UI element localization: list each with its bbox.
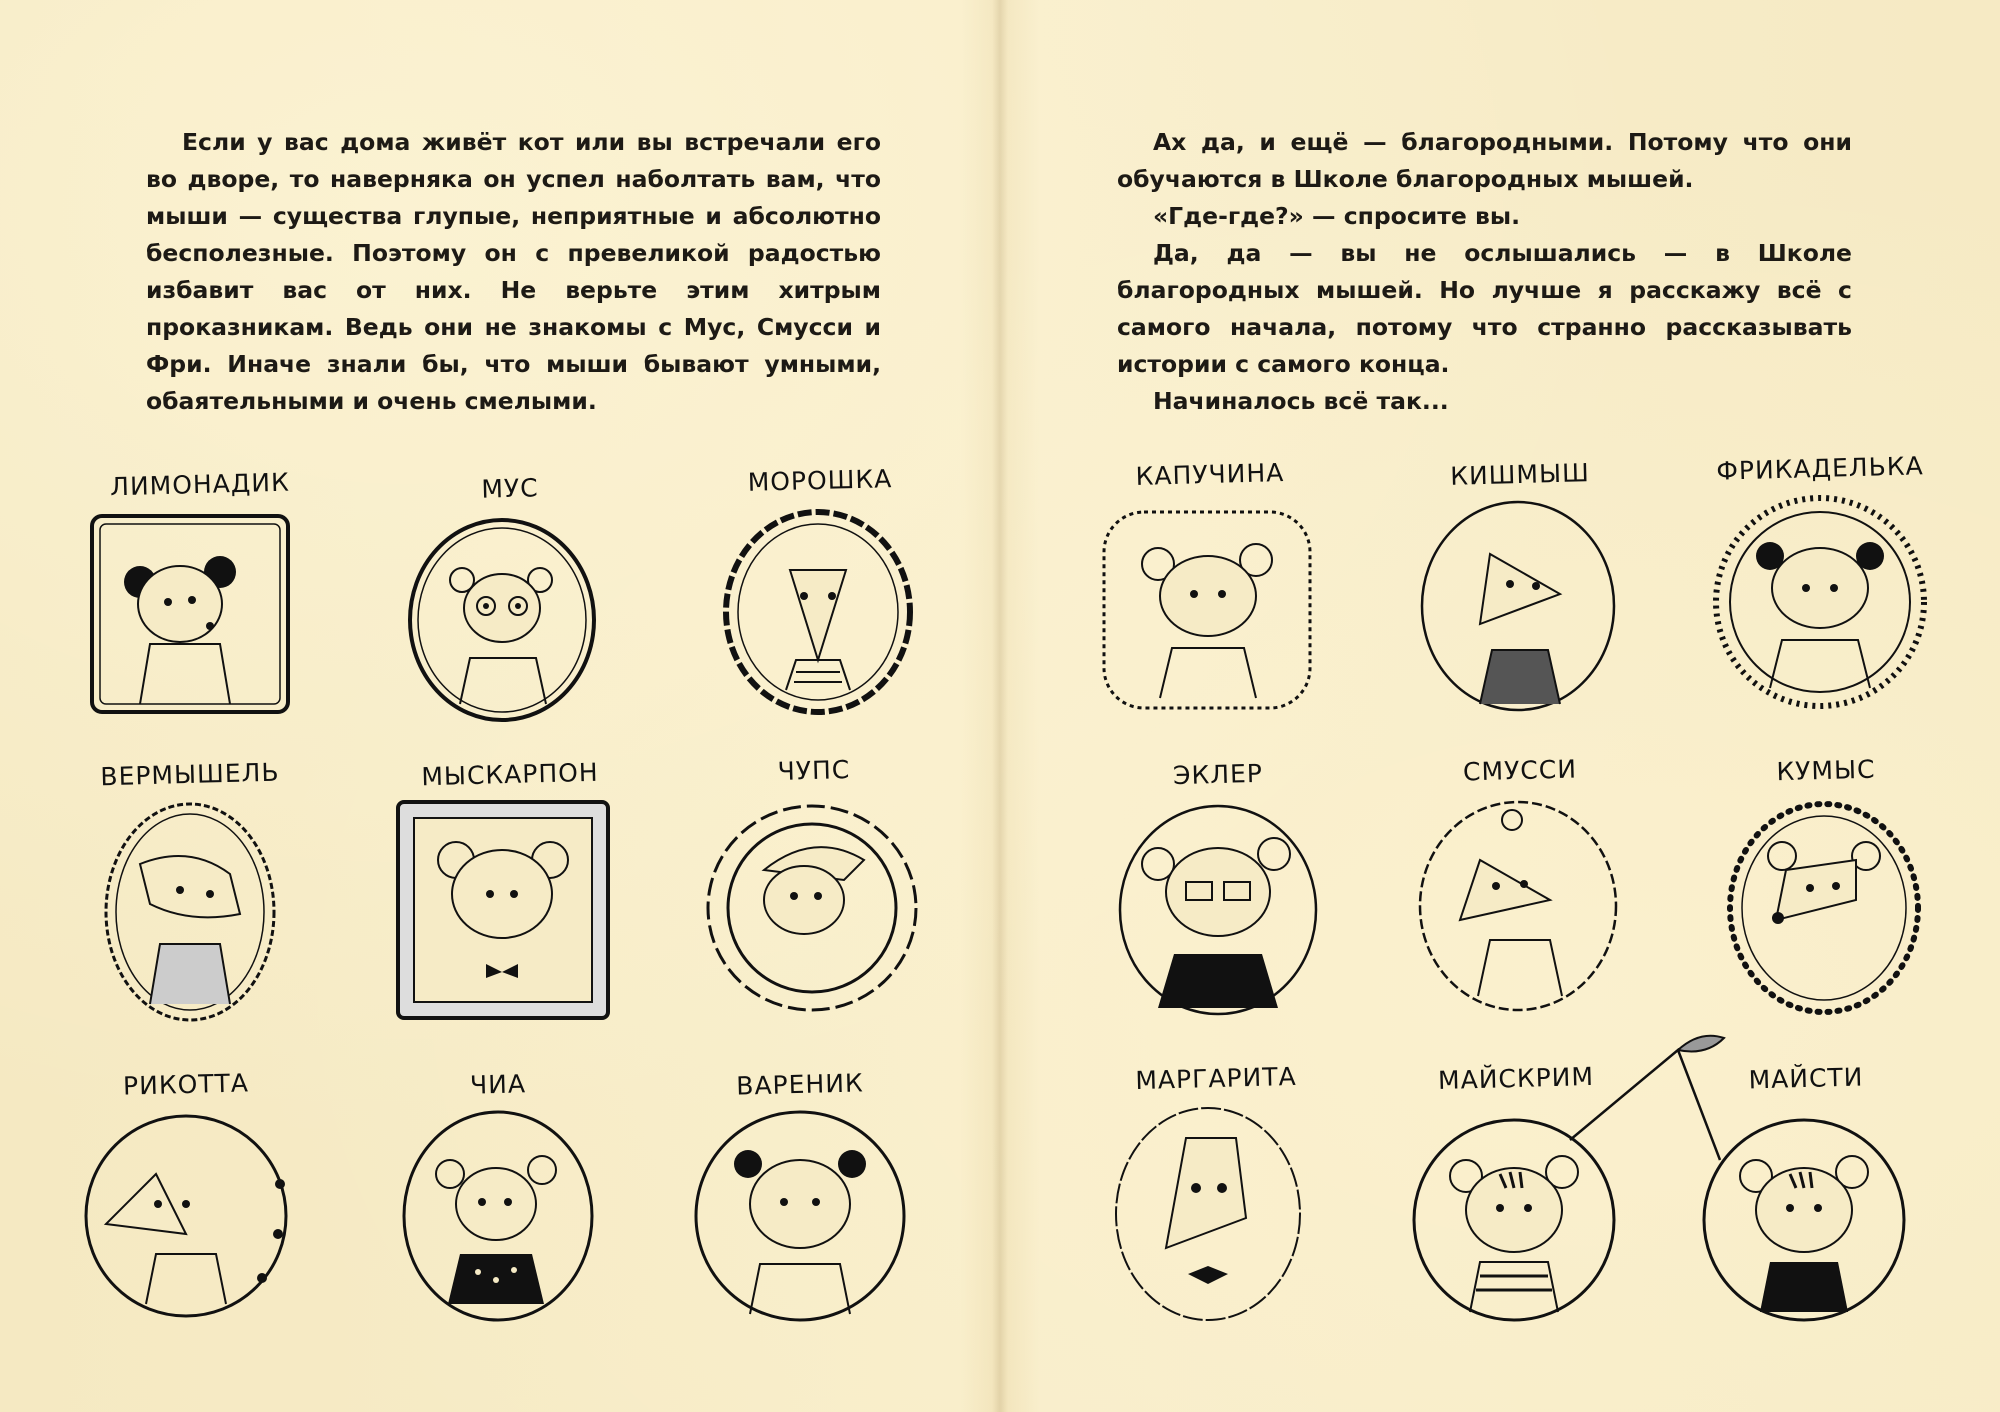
mouse-portrait-frame-rect (390, 794, 630, 1024)
portrait-name: ЛИМОНАДИК (109, 467, 291, 502)
right-paragraph: Начиналось всё так... (1153, 387, 1449, 415)
portrait-name: ЧИА (469, 1069, 527, 1100)
mouse-portrait-frame-circle (680, 1104, 920, 1334)
mouse-portrait-frame-wavy-oval (1096, 1098, 1336, 1328)
mouse-portrait-frame-wavy (694, 790, 934, 1020)
portrait-name: МАРГАРИТА (1135, 1061, 1297, 1096)
portrait-name: РИКОТТА (122, 1068, 250, 1101)
portrait-name: СМУССИ (1462, 754, 1578, 787)
portrait-chups (694, 756, 934, 1006)
portrait-varenik (680, 1070, 920, 1320)
mouse-portrait-frame-scalloped (700, 500, 940, 720)
portrait-name: МУС (480, 473, 539, 504)
mouse-portrait-frame-oval (378, 1104, 618, 1334)
mouse-portrait-frame-oval (70, 794, 310, 1024)
portrait-name: ФРИКАДЕЛЬКА (1716, 451, 1924, 486)
portrait-kapuchina (1090, 460, 1330, 710)
mouse-portrait-frame-oval (1098, 794, 1338, 1024)
portrait-name: КАПУЧИНА (1135, 458, 1285, 491)
right-page-text (1117, 124, 1852, 420)
portrait-frikadelka (1700, 451, 1940, 704)
left-paragraph: Если у вас дома живёт кот или вы встречали его во дворе, то наверняка он успел наболтать вам, что мыши — существа глупые, неприятные и абсолютно бесполезные. Поэтому он с превеликой радостью избавит вас от них. Не верьте этим хитрым проказникам. Ведь они не знакомы с Мус, Смусси и Фри. Иначе знали бы, что мыши бывают умными, обаятельными и очень смелыми. (146, 128, 881, 415)
right-paragraph: «Где-где?» — спросите вы. (1153, 202, 1521, 230)
mouse-portrait-frame-spiky (1700, 488, 1940, 718)
page-gutter (992, 0, 1008, 1412)
portrait-name: МЫСКАРПОН (420, 757, 599, 792)
mouse-portrait-frame-oval (1400, 494, 1640, 724)
portrait-chia (378, 1070, 618, 1320)
portrait-name: КУМЫС (1776, 754, 1876, 787)
left-page-text (146, 124, 881, 420)
portrait-limonadik (80, 467, 320, 720)
right-paragraph: Ах да, и ещё — благородными. Потому что они обучаются в Школе благородных мышей. (1117, 128, 1852, 193)
portrait-moroshka (700, 466, 940, 716)
portrait-name: МАЙСКРИМ (1437, 1061, 1595, 1096)
mouse-portrait-frame-oval (390, 508, 630, 728)
portrait-name: МОРОШКА (747, 464, 893, 497)
portrait-rikotta (66, 1070, 306, 1320)
portrait-vermyshel (70, 757, 310, 1010)
portrait-margarita (1096, 1061, 1336, 1314)
portrait-kishmysh (1400, 460, 1640, 710)
portrait-myskarpon (390, 757, 630, 1010)
portrait-name: ВЕРМЫШЕЛЬ (100, 757, 280, 792)
mouse-portrait-frame-floral (1400, 790, 1640, 1020)
portrait-ekler (1098, 760, 1338, 1010)
portrait-name: КИШМЫШ (1449, 458, 1591, 491)
mouse-portrait-frame-dotted (1706, 790, 1946, 1020)
portrait-name: ЧУПС (777, 755, 851, 786)
mouse-portrait-frame-oval (66, 1104, 306, 1334)
portrait-name: ВАРЕНИК (735, 1068, 865, 1101)
portrait-kumys (1706, 756, 1946, 1006)
right-paragraph: Да, да — вы не ослышались — в Школе благородных мышей. Но лучше я расскажу всё с самого начала, потому что странно рассказывать истории с самого конца. (1117, 239, 1852, 378)
portrait-mus (390, 474, 630, 724)
portrait-name: ЭКЛЕР (1172, 758, 1264, 791)
mouse-portrait-frame-pillow (1090, 494, 1330, 724)
leaf-connector-icon (1560, 1030, 1740, 1170)
portrait-smussi (1400, 756, 1640, 1006)
mouse-portrait-frame-rect (80, 504, 320, 724)
portrait-name: МАЙСТИ (1748, 1062, 1864, 1095)
